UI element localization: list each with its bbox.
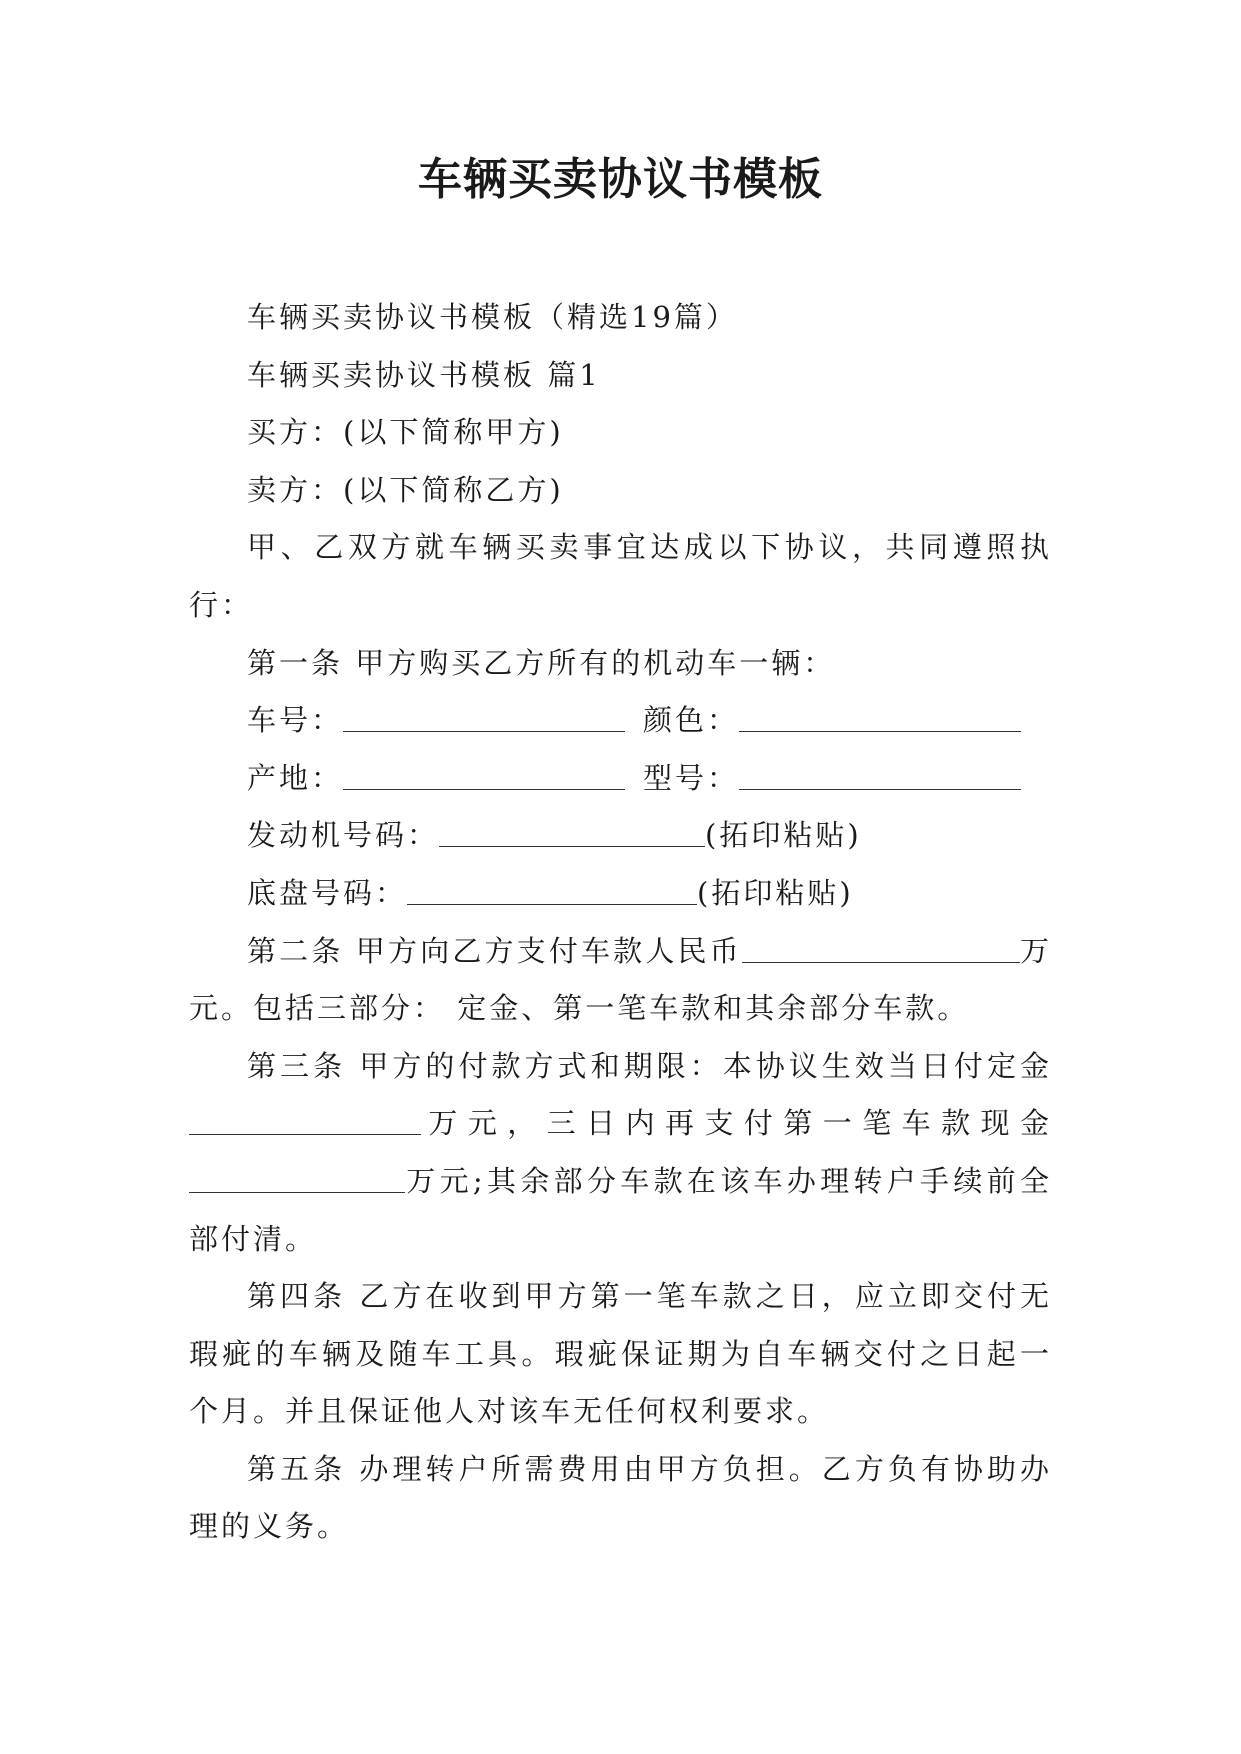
engine-blank xyxy=(439,816,705,847)
article-2-before: 第二条 甲方向乙方支付车款人民币 xyxy=(247,933,742,968)
origin-blank xyxy=(343,759,625,790)
article-3-part1: 第三条 甲方的付款方式和期限：本协议生效当日付定金 xyxy=(247,1048,1052,1083)
price-blank xyxy=(742,932,1020,963)
first-payment-blank xyxy=(189,1162,405,1193)
model-label: 型号： xyxy=(643,760,740,795)
document-body xyxy=(189,289,1052,1556)
engine-number-line xyxy=(189,807,1052,865)
vehicle-plate-color-line xyxy=(189,692,1052,750)
paragraph-article-2 xyxy=(189,923,1052,1038)
article-3-part3: 万元;其余部分车款在该车办理转户手续前全部付清。 xyxy=(189,1163,1052,1256)
model-blank xyxy=(739,759,1021,790)
paragraph-buyer: 买方：(以下简称甲方) xyxy=(247,415,564,450)
paragraph-article-1: 第一条 甲方购买乙方所有的机动车一辆： xyxy=(247,645,836,680)
paragraph-seller: 卖方：(以下简称乙方) xyxy=(247,472,564,507)
origin-label: 产地： xyxy=(247,760,344,795)
engine-suffix: (拓印粘贴) xyxy=(705,818,862,853)
chassis-blank xyxy=(407,874,697,905)
color-label: 颜色： xyxy=(643,703,740,738)
article-3-part2: 万元，三日内再支付第一笔车款现金 xyxy=(421,1106,1052,1141)
chassis-suffix: (拓印粘贴) xyxy=(697,875,854,910)
document-title: 车辆买卖协议书模板 xyxy=(418,154,823,205)
paragraph-article-3 xyxy=(189,1038,1052,1268)
paragraph-agreement-intro: 甲、乙双方就车辆买卖事宜达成以下协议，共同遵照执行： xyxy=(189,530,1052,622)
deposit-blank xyxy=(189,1104,421,1135)
vehicle-origin-model-line xyxy=(189,750,1052,808)
paragraph-section-heading: 车辆买卖协议书模板 篇1 xyxy=(247,357,601,392)
plate-blank xyxy=(343,701,625,732)
plate-label: 车号： xyxy=(247,703,344,738)
paragraph-subtitle: 车辆买卖协议书模板（精选19篇） xyxy=(247,300,738,334)
chassis-label: 底盘号码： xyxy=(247,875,408,910)
color-blank xyxy=(739,701,1021,732)
article-2-after: 万元。包括三部分： 定金、第一笔车款和其余部分车款。 xyxy=(189,933,1052,1026)
paragraph-article-4: 第四条 乙方在收到甲方第一笔车款之日，应立即交付无瑕疵的车辆及随车工具。瑕疵保证期为自车辆交付之日起一个月。并且保证他人对该车无任何权利要求。 xyxy=(189,1279,1052,1429)
chassis-number-line xyxy=(189,865,1052,923)
paragraph-article-5: 第五条 办理转户所需费用由甲方负担。乙方负有协助办理的义务。 xyxy=(189,1451,1052,1544)
engine-label: 发动机号码： xyxy=(247,818,440,853)
